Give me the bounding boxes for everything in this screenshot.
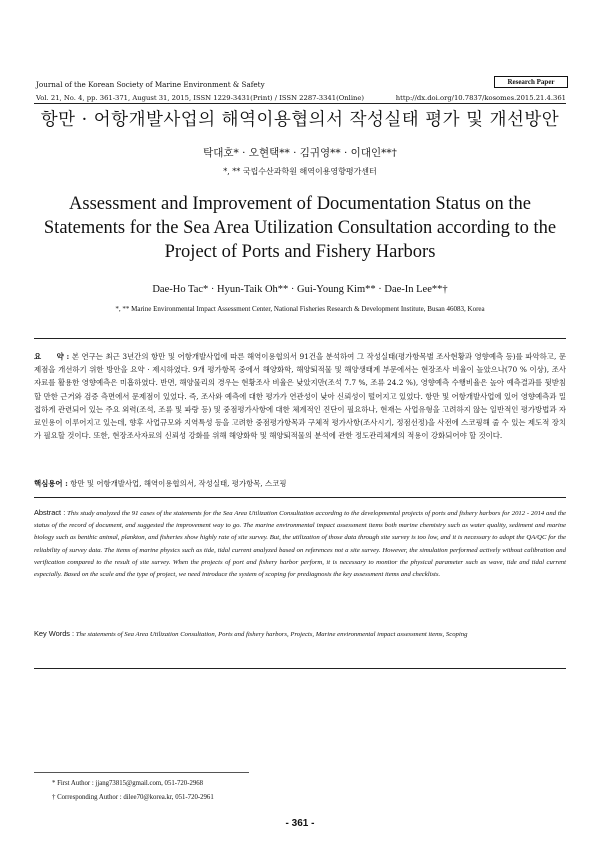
abstract-korean-label: 요 약 : xyxy=(34,352,70,361)
doi-link[interactable]: http://dx.doi.org/10.7837/kosomes.2015.21.4.361 xyxy=(395,94,566,102)
keywords-korean-text: 항만 및 어항개발사업, 해역이용협의서, 작성실태, 평가항목, 스코핑 xyxy=(70,479,287,488)
abstract-top-rule xyxy=(34,338,566,339)
keywords-english-text: The statements of Sea Area Utilization Consultation, Ports and fishery harbors, Projects, Marine environmental impact assessment items, Scoping xyxy=(75,631,468,638)
footnote-first-author: * First Author : jjang73815@gmail.com, 051-720-2968 xyxy=(52,780,204,787)
keywords-english-label: Key Words : xyxy=(34,629,75,638)
journal-name: Journal of the Korean Society of Marine Environment & Safety xyxy=(36,80,265,89)
affiliation-korean: *, ** 국립수산과학원 해역이용영향평가센터 xyxy=(223,167,377,176)
abstract-mid-rule xyxy=(34,497,566,498)
affiliation-english: *, ** Marine Environmental Impact Assessment Center, National Fisheries Research & Development Institute, Busan 46083, Korea xyxy=(115,305,485,313)
keywords-english xyxy=(34,628,566,641)
volume-info: Vol. 21, No. 4, pp. 361-371, August 31, 2015, ISSN 1229-3431(Print) / ISSN 2287-3341(Online) xyxy=(36,94,365,102)
abstract-bottom-rule xyxy=(34,668,566,669)
title-korean: 항만 · 어항개발사업의 해역이용협의서 작성실태 평가 및 개선방안 xyxy=(40,110,560,130)
authors-korean: 탁대호* · 오현택** · 김귀영** · 이대인**† xyxy=(203,147,397,159)
header-rule xyxy=(34,103,566,104)
authors-english: Dae-Ho Tac* · Hyun-Taik Oh** · Gui-Young Kim** · Dae-In Lee**† xyxy=(152,284,448,295)
abstract-english xyxy=(34,507,566,581)
keywords-korean xyxy=(34,478,566,489)
keywords-korean-label: 핵심용어 : xyxy=(34,479,68,488)
abstract-english-text: This study analyzed the 91 cases of the statements for the Sea Area Utilization Consultation according to the developmental projects of ports and fishery harbors for 2012 - 2014 and the status of the record of document, and suggested the improvement way to go. The marine environmental impact assessment items both marine chemistry such as water quality, sediment and marine biology such as benthic animal, plankton, and fisheries show highly rate of site survey. But, the utilization of those data through site survey is too low, and it is necessary to adopt the QA/QC for the reliability of survey data. The items of marine physics such as tide, tidal current analyzed based on references not a site survey. However, the simulation performed actively without calibration and verification compared to the result of site survey. When the projects of port and fishery harbor perform, it is necessary to monitor the physical parameter such as wave, tide and tidal current especially. Based on the scale and the type of project, we need introduce the system of scoping for prediagnosis the key assessment items and checklists. xyxy=(34,510,567,579)
title-english: Assessment and Improvement of Documentation Status on the Statements for the Sea Area Utilization Consultation according to the Project of Ports and Fishery Harbors xyxy=(43,194,557,262)
abstract-korean-text: 본 연구는 최근 3년간의 항만 및 어항개발사업에 따른 해역이용협의서 91건을 분석하여 그 작성실태(평가항목별 조사현황과 영향예측 등)를 파악하고, 문제점을 개선하기 위한 방안을 요약 · 제시하였다. 9개 평가항목 중에서 해양화학, 해양퇴적물 및 해양생태계 부문에서는 현장조사 비율이 높았으나(70 % 이상), 조사자료를 활용한 영향예측은 미흡하였다. 반면, 해양물리의 경우는 현황조사 비율은 낮았지만(조석 7.7 %, 조류 24.2 %), 영향예측 수행비율은 높아 예측결과를 뒷받침할 만한 근거와 검증 측면에서 문제점이 있었다. 즉, 조사와 예측에 대한 평가가 연관성이 낮아 신뢰성이 떨어지고 있었다. 항만 및 어항개발사업에 있어 영향예측과 밀접하게 관련되어 있는 주요 외력(조석, 조류 및 파랑 등) 및 중점평가사항에 대한 체계적인 진단이 필요하나, 현재는 사업유형을 고려하지 않는 일반적인 평가방법과 자료인용이 이루어지고 있는데, 향후 사업규모와 지역특성 등을 고려한 중점평가항목과 구체적 평가사항(조사시기, 정점선정)을 사전에 스코핑해 줄 수 있는 제도적 장치가 필요할 것이다. 또한, 현장조사자료의 신뢰성 강화를 위해 해양화학 및 해양퇴적물의 분석에 관한 정도관리체계의 적용이 강화되어야 할 것이다. xyxy=(34,352,566,441)
footnote-corresponding-author: † Corresponding Author : dilee70@korea.kr, 051-720-2961 xyxy=(52,794,214,801)
page-number: - 361 - xyxy=(285,818,315,829)
footnote-rule xyxy=(34,772,249,773)
abstract-english-label: Abstract : xyxy=(34,508,66,517)
research-paper-badge: Research Paper xyxy=(494,76,568,88)
abstract-korean xyxy=(34,350,566,442)
